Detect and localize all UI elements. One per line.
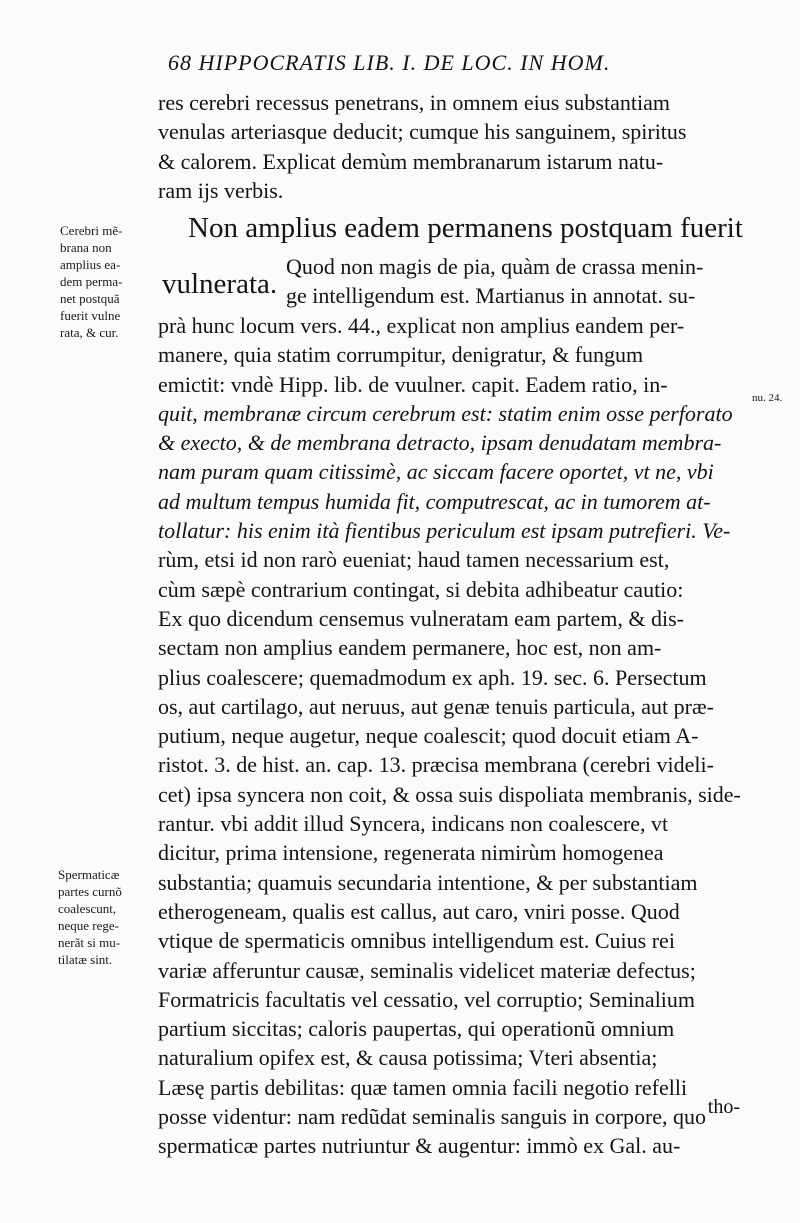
text-line: tollatur: his enim ità fientibus periculum est ipsam putrefieri. Ve- xyxy=(158,518,731,544)
text-line: manere, quia statim corrumpitur, denigratur, & fungum xyxy=(158,342,644,368)
text-line: cùm sæpè contrarium contingat, si debita adhibeatur cautio: xyxy=(158,576,684,602)
margin-note-line: brana non xyxy=(60,240,112,255)
margin-note-left-2 xyxy=(58,866,122,968)
text-line: venulas arteriasque deducit; cumque his sanguinem, spiritus xyxy=(158,119,687,145)
text-line: substantia; quamuis secundaria intentione, & per substantiam xyxy=(158,869,698,895)
text-line: Læsę partis debilitas: quæ tamen omnia facili negotio refelli xyxy=(158,1074,688,1100)
text-line: nam puram quam citissimè, ac siccam facere oportet, vt ne, vbi xyxy=(158,459,714,485)
margin-note-line: Spermaticæ xyxy=(58,867,120,882)
text-line: ram ijs verbis. xyxy=(158,177,284,203)
text-line: cet) ipsa syncera non coit, & ossa suis dispoliata membranis, side- xyxy=(158,781,741,807)
catchword: tho- xyxy=(707,1096,740,1118)
text-line: dicitur, prima intensione, regenerata nimirùm homogenea xyxy=(158,840,664,866)
margin-note-line: nerãt si mu- xyxy=(58,935,121,950)
text-line: ge intelligendum est. Martianus in annotat. su- xyxy=(286,283,696,309)
text-line: spermaticæ partes nutriuntur & augentur: immò ex Gal. au- xyxy=(158,1133,681,1159)
text-line: os, aut cartilago, aut neruus, aut genæ tenuis particula, aut præ- xyxy=(158,693,714,719)
text-line: emictit: vndè Hipp. lib. de vuulner. capit. Eadem ratio, in- xyxy=(158,371,668,397)
margin-note-line: rata, & cur. xyxy=(60,325,119,340)
text-line: vtique de spermaticis omnibus intelligendum est. Cuius rei xyxy=(158,928,675,954)
running-header: 68 HIPPOCRATIS LIB. I. DE LOC. IN HOM. xyxy=(168,50,611,75)
text-line: & calorem. Explicat demùm membranarum istarum natu- xyxy=(158,148,664,174)
text-line: Quod non magis de pia, quàm de crassa menin- xyxy=(286,254,704,279)
margin-note-line: dem perma- xyxy=(60,274,123,289)
margin-note-line: neque rege- xyxy=(58,918,119,933)
text-line: Formatricis facultatis vel cessatio, vel corruptio; Seminalium xyxy=(158,986,696,1012)
margin-note-line: amplius ea- xyxy=(60,257,121,272)
text-line: prà hunc locum vers. 44., explicat non amplius eandem per- xyxy=(158,313,685,338)
text-line: posse videntur: nam redũdat seminalis sanguis in corpore, quo xyxy=(158,1104,707,1130)
margin-note-line: partes curnõ xyxy=(58,884,122,899)
text-line: etherogeneam, qualis est callus, aut caro, vniri posse. Quod xyxy=(158,898,680,924)
text-line: putium, neque augetur, neque coalescit; quod docuit etiam A- xyxy=(158,723,699,749)
text-line: naturalium opifex est, & causa potissima; Vteri absentia; xyxy=(158,1045,658,1071)
text-block-top xyxy=(158,88,758,205)
section-heading-end: vulnerata. xyxy=(162,268,278,300)
text-line: Ex quo dicendum censemus vulneratam eam partem, & dis- xyxy=(158,605,685,631)
text-line: & execto, & de membrana detracto, ipsam denudatam membra- xyxy=(158,430,722,456)
margin-note-line: Cerebri mẽ- xyxy=(60,223,123,238)
text-line: sectam non amplius eandem permanere, hoc est, non am- xyxy=(158,635,662,661)
margin-note-line: net postquã xyxy=(60,291,120,306)
text-line: ad multum tempus humida fit, computrescat, ac in tumorem at- xyxy=(158,488,711,514)
margin-note-line: fuerit vulne xyxy=(60,308,121,323)
text-line: quit, membranæ circum cerebrum est: statim enim osse perforato xyxy=(158,400,733,426)
text-line: ristot. 3. de hist. an. cap. 13. præcisa membrana (cerebri videli- xyxy=(158,752,714,778)
margin-note-line: coalescunt, xyxy=(58,901,117,916)
margin-note-left-1 xyxy=(60,222,122,341)
text-block-after-heading xyxy=(158,252,758,311)
margin-note-right xyxy=(752,390,782,407)
bleed-through-mark xyxy=(88,176,92,193)
text-line: rùm, etsi id non rarò eueniat; haud tamen necessarium est, xyxy=(158,547,670,573)
text-line: rantur. vbi addit illud Syncera, indicans non coalescere, vt xyxy=(158,811,669,837)
text-line: plius coalescere; quemadmodum ex aph. 19. sec. 6. Persectum xyxy=(158,664,707,690)
section-heading: Non amplius eadem permanens postquam fuerit xyxy=(188,212,743,244)
text-line: variæ afferuntur causæ, seminalis videlicet materiæ defectus; xyxy=(158,957,696,983)
margin-note-line: nu. 24. xyxy=(752,392,783,404)
text-block-main xyxy=(158,311,758,1161)
margin-note-line: tilatæ sint. xyxy=(58,952,113,967)
text-line: res cerebri recessus penetrans, in omnem eius substantiam xyxy=(158,90,670,115)
text-line: partium siccitas; caloris paupertas, qui operationũ omnium xyxy=(158,1016,675,1042)
